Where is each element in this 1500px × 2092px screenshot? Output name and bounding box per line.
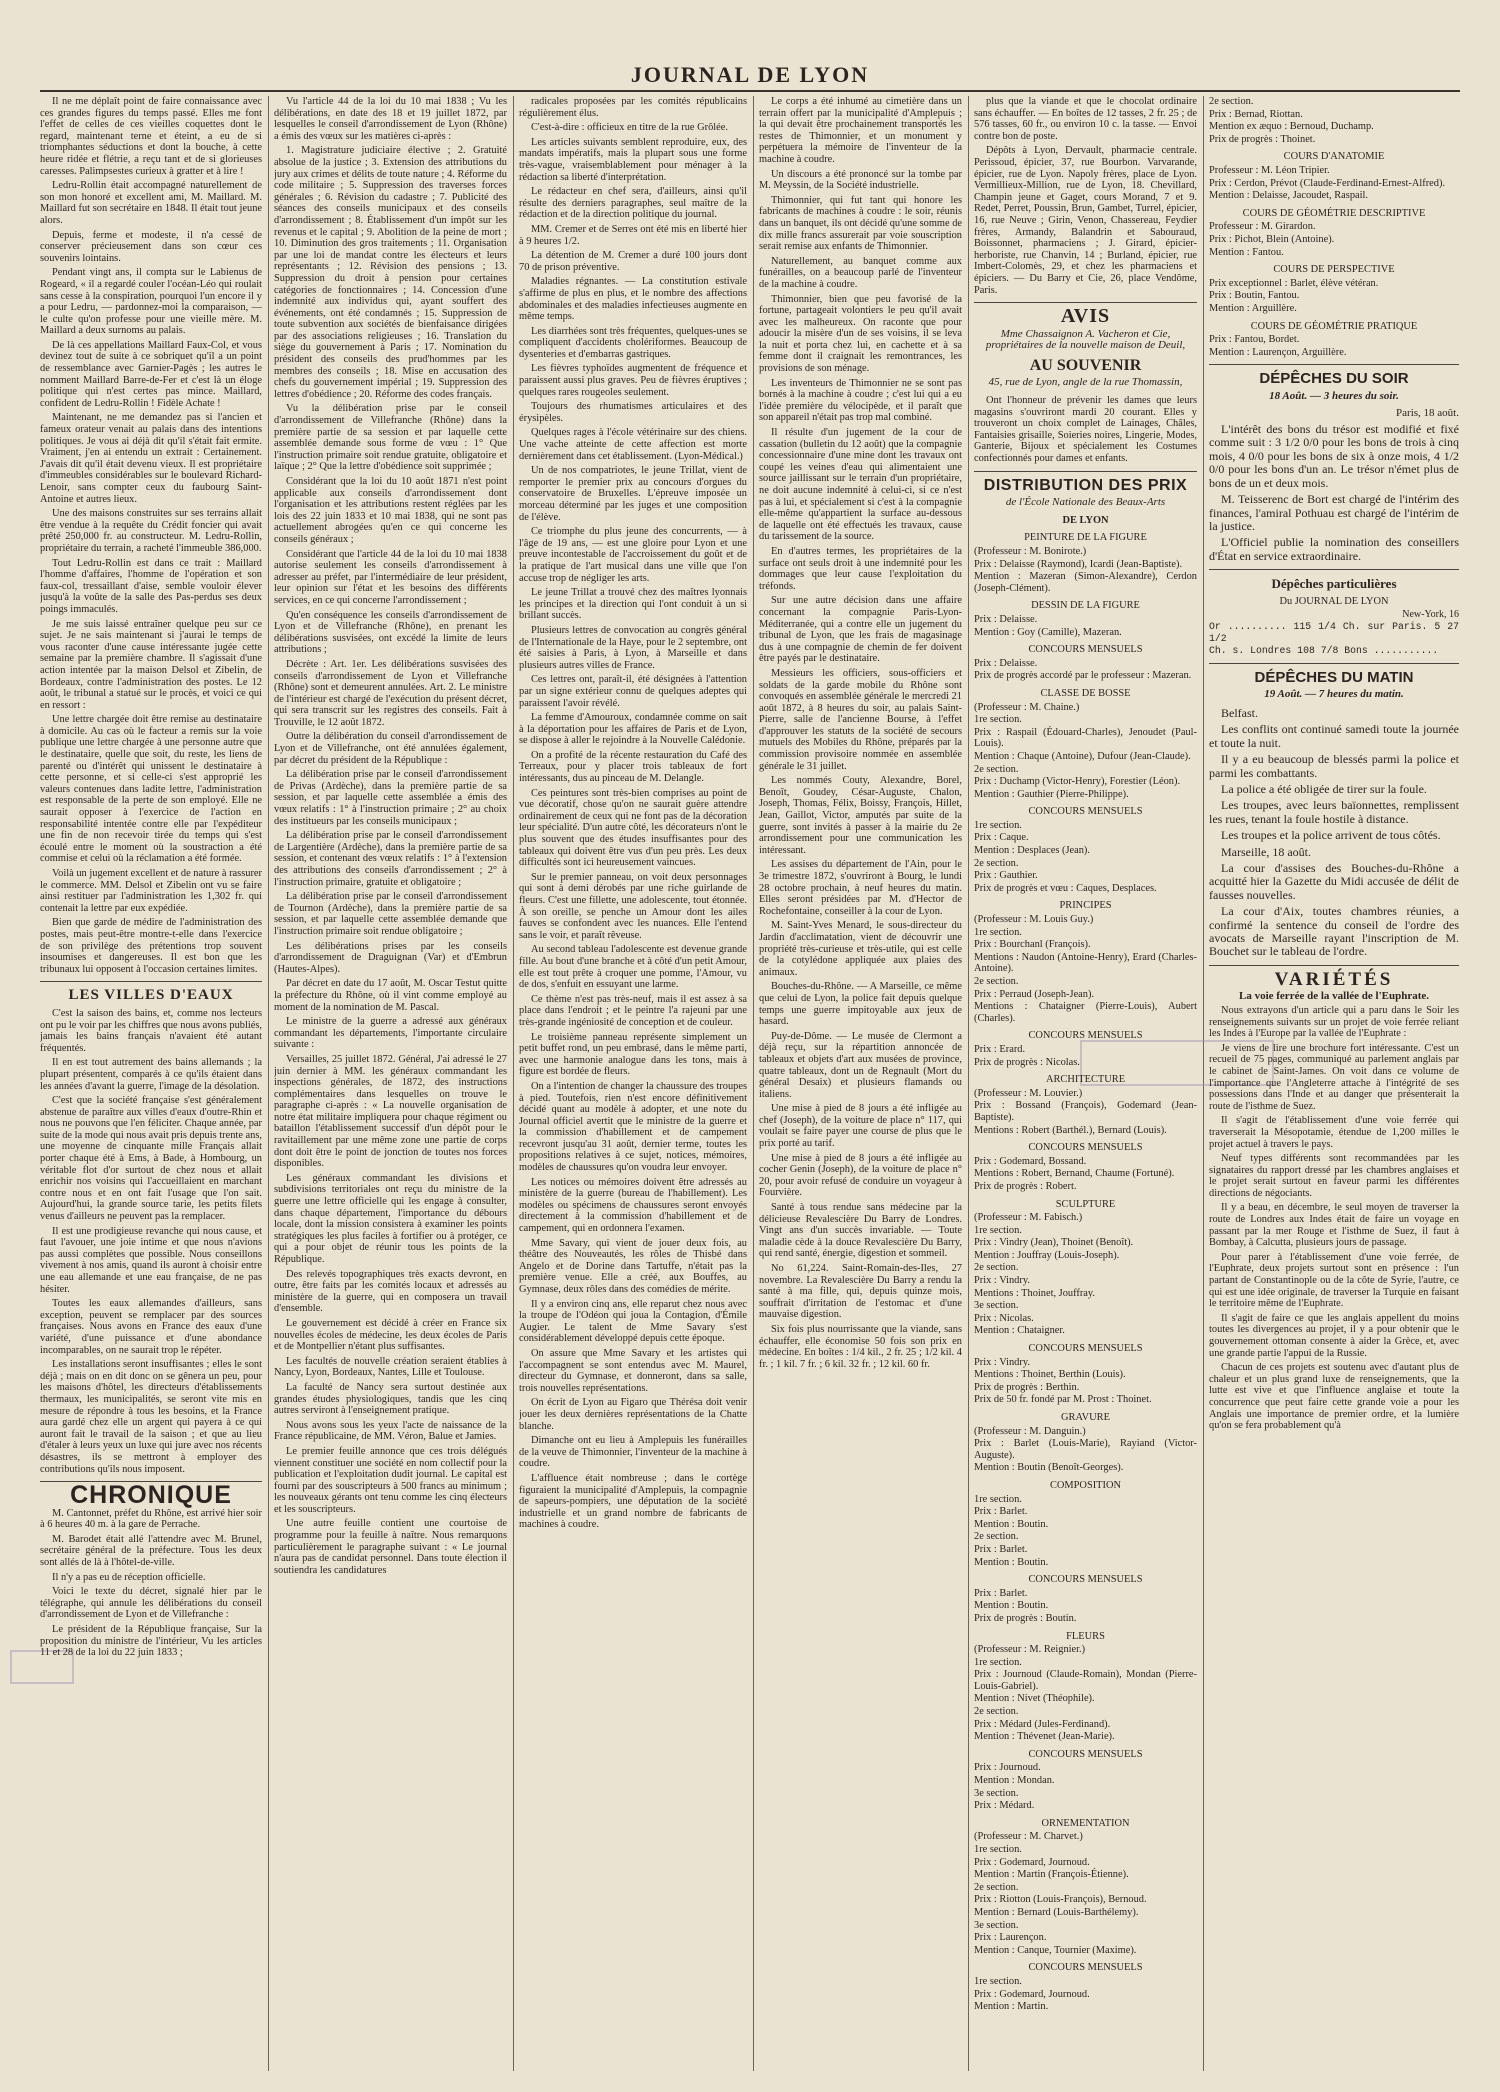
chronique-title: CHRONIQUE xyxy=(70,1481,232,1510)
paragraph: Maintenant, ne me demandez pas si l'ancien et fameux orateur venait au palais dans des intentions politiques. Je vous ai déjà dit qu'il s'était fait ermite. Vraiment, j'en ai entendu un extrait : Certainement. J'avais dit qu'il était devenu vieux. Il est propriétaire d'immeubles considérables sur le boulevard Richard-Lenoir, sans compter ceux du faubourg Saint-Antoine et autres lieux. xyxy=(40,412,262,505)
section-rule xyxy=(974,471,1197,472)
paragraph: Outre la délibération du conseil d'arrondissement de Lyon et de Villefranche, ont été annulées également, par décret du président de la République : xyxy=(274,731,507,766)
paragraph: Les installations seront insuffisantes ; elles le sont déjà ; mais on en dit donc on se gênera un peu, pour les maisons d'hôtel, les directeurs d'établissements thermaux, les municipalités, se seront vite mis en mesure de répondre à tous les besoins, et la France aura gardé chez elle un argent qui payera à ce qui auront fait le travail de la saison ; et que au lieu d'étaler à leurs yeux un luxe qui jure avec nos récents désastres, ils se mettront à employer des contributions qu'ils nous imposent. xyxy=(40,1359,262,1475)
paragraph: Naturellement, au banquet comme aux funérailles, on a beaucoup parlé de l'inventeur de la machine à coudre. xyxy=(759,255,962,290)
column-separator xyxy=(268,96,269,2071)
paragraph: Le premier feuille annonce que ces trois délégués viennent constituer une société en nom collectif pour la publication et l'exploitation dudit journal. Le capital est fourni par des souscripteurs à 500 francs au minimum ; les nouveaux gérants ont tenu comme les cinq électeurs et les souscripteurs. xyxy=(274,1445,507,1515)
prize-line: Mention : Gauthier (Pierre-Philippe). xyxy=(974,788,1129,800)
paragraph: Puy-de-Dôme. — Le musée de Clermont a déjà reçu, sur la répartition annoncée de tableaux et objets d'art aux musées de province, quatre tableaux, dont un de Regnault (Mort du général Desaix) et plusieurs flamands ou italiens. xyxy=(759,1030,962,1100)
prize-line: Prix : Bourchanl (François). xyxy=(974,939,1091,951)
prize-line: Mentions : Thoinet, Jouffray. xyxy=(974,1287,1096,1299)
prize-section-heading: ORNEMENTATION xyxy=(1041,1817,1130,1829)
prize-line: Mention : Desplaces (Jean). xyxy=(974,845,1090,857)
distribution-title: DISTRIBUTION DES PRIX xyxy=(983,476,1188,494)
paragraph: La délibération prise par le conseil d'arrondissement de Privas (Ardèche), dans la première partie de sa session, et par laquelle cette assemblée a émis des vœux relatifs : 1° à l'instruction primaire ; 2° au choix des institueurs par les conseils municipaux ; xyxy=(274,769,507,827)
advert-revalesciere xyxy=(974,96,1197,296)
paragraph: La détention de M. Cremer a duré 100 jours dont 70 de prison préventive. xyxy=(519,250,747,273)
paragraph: Qu'en conséquence les conseils d'arrondissement de Lyon et de Villefranche (Rhône), en prenant les délibérations susvisées, ont excédé la limite de leurs attributions ; xyxy=(274,609,507,656)
prize-line: Mentions : Robert, Bernand, Chaume (Fortuné). xyxy=(974,1168,1175,1180)
paragraph: Une autre feuille contient une courtoise de programme pour la feuille à naître. Nous remarquons particulièrement le paragraphe suivant : « Le journal n'aura pas de candidat personnel. Dans toute élection il soutiendra les candidatures xyxy=(274,1518,507,1576)
paragraph: Pendant vingt ans, il compta sur le Labienus de Rogeard, « il a regardé couler l'océan-Léo qui roulait sans cesse à la conspiration, pourquoi l'un encore il y a pour Ledru, — pardonnez-moi la comparaison, — le culte qu'on professe pour une vieille mère. M. Maillard a deux surnoms au palais. xyxy=(40,267,262,337)
prize-line: Prix : Duchamp (Victor-Henry), Forestier (Léon). xyxy=(974,776,1181,788)
prize-line: 1re section. xyxy=(974,1493,1022,1505)
prize-line: Prix de progrès : Robert. xyxy=(974,1180,1077,1192)
paragraph: Les notices ou mémoires doivent être adressés au ministère de la guerre (bureau de l'habillement). Les modèles ou spécimens de chaussures seront envoyés directement à la commission d'habillement et de campement, qui en ordonnera l'examen. xyxy=(519,1176,747,1235)
prize-line: Mention : Boutin. xyxy=(974,1600,1049,1612)
paragraph: Considérant que la loi du 10 août 1871 n'est point applicable aux conseils d'arrondissement dont l'organisation et les attributions restent réglées par les lois des 22 juin 1833 et 10 mai 1838, qui ne sont pas actuellement abrogées qu'en ce qui concerne les conseils généraux ; xyxy=(274,476,507,545)
prize-list-courses xyxy=(1209,151,1459,358)
section-rule xyxy=(1209,569,1459,570)
prize-section-heading: GRAVURE xyxy=(1061,1412,1110,1423)
section-rule xyxy=(1209,364,1459,365)
prize-line: Prix de 50 fr. fondé par M. Prost : Thoinet. xyxy=(974,1394,1152,1406)
paragraph: Vu l'article 44 de la loi du 10 mai 1838 ; Vu les délibérations, en date des 18 et 19 juillet 1872, par lesquelles le conseil d'arrondissement de Lyon (Rhône) a émis des vœux sur les matières ci-après : xyxy=(274,96,507,142)
souvenir-title: AU SOUVENIR xyxy=(1029,356,1142,374)
paragraph: On écrit de Lyon au Figaro que Thérésa doit venir jouer les deux dernières représentations de la Chatte blanche. xyxy=(519,1397,747,1432)
prize-line: Prix : Caque. xyxy=(974,832,1029,844)
prize-line: Prix : Vindry (Jean), Thoinet (Benoît). xyxy=(974,1237,1134,1249)
prize-line: (Professeur : M. Charvet.) xyxy=(974,1831,1083,1843)
paragraph: L'affluence était nombreuse ; dans le cortège figuraient la municipalité d'Amplepuis, la compagnie de sapeurs-pompiers, une députation de la société industrielle et un grand nombre de fabricants de machines à coudre. xyxy=(519,1472,747,1531)
prize-line: Prix : Delaisse. xyxy=(974,613,1038,625)
prize-line: Mention : Martin (François-Étienne). xyxy=(974,1869,1129,1881)
distribution-city: DE LYON xyxy=(1062,514,1109,526)
prize-line: 1re section. xyxy=(974,714,1022,726)
paragraph: Les généraux commandant les divisions et subdivisions territoriales ont reçu du ministre de la guerre une lettre officielle qui les engage à consulter, dans chaque département, l'importance du débours locale, dont la mission consistera à examiner les points stratégiques les plus faciles à fortifier ou à protéger, ce qui a pour objet de réunir tous les points de la République. xyxy=(274,1172,507,1265)
depeches-matin-title: DÉPÊCHES DU MATIN xyxy=(1254,668,1414,686)
paragraph: Les nommés Couty, Alexandre, Borel, Benoît, Goudey, César-Auguste, Chalon, Joseph, Thomas, Félix, Boissy, François, Hillet, Jean, Gaillot, Victor, amputés par suite de la guerre, sont invités à passer à la mairie du 2e arrondissement pour une communication les intéressant. xyxy=(759,775,962,856)
paragraph: C'est la saison des bains, et, comme nos lecteurs ont pu le voir par les chiffres que nous avons publiés, jamais les bains français n'avaient été autant fréquentés. xyxy=(40,1007,262,1054)
paragraph: Ce thème n'est pas très-neuf, mais il est assez à sa place dans l'endroit ; et le peintre l'a rajeuni par une très-grande ingéniosité de conception et de couleur. xyxy=(519,993,747,1028)
paragraph: Santé à tous rendue sans médecine par la délicieuse Revalescière Du Barry de Londres. Vingt ans d'un succès invariable. — Toute maladie cède à la douce Revalescière Du Barry, qui rend santé, énergie, digestion et sommeil. xyxy=(759,1202,962,1260)
paragraph: 1. Magistrature judiciaire élective ; 2. Gratuité absolue de la justice ; 3. Extension des attributions du jury aux crimes et délits de toute nature ; 4. Réforme du code militaire ; 5. Suppression des traverses forces générales ; 6. Révision du cadastre ; 7. Publicité des séances des conseils municipaux et des conseils d'arrondissement ; 8. Établissement d'un impôt sur les revenus et le capital ; 9. Abolition de la peine de mort ; 10. Diminution des gros traitements ; 11. Organisation par une loi de mandat contre les électeurs et leurs représentants ; 12. Révision des pensions ; 13. Suppression du droit à pension pour certaines catégories de fonctionnaires ; 14. Concession d'une indemnité aux individus qui, ayant souffert des événements, ont été condamnés ; 15. Suppression de toute subvention aux sociétés de bienfaisance dirigées par des associations religieuses ; 16. Translation du siège du gouvernement à Paris ; 17. Nomination du président des conseils des prud'hommes par les membres des conseils ; 18. Mise en accusation des chefs du gouvernement impérial ; 19. Suppression des lettres d'obédience ; 20. Réforme des codes français. xyxy=(274,145,507,400)
paragraph: C'est que la société française s'est généralement abstenue de paraître aux villes d'eaux d'outre-Rhin et nous ne pouvons que l'en féliciter. Chaque année, par suite de la mode qui nous avait pris depuis trente ans, une moyenne de cinquante mille Français allait porter chaque été à Ems, à Bade, à Hombourg, un véritable flot d'or surtout de chez nous et allait enrichir nos voisins qui l'accueillaient en marchant contre nous et en ont fait l'usage que l'on sait. Aujourd'hui, la grande source tarie, les petits filets venus d'ailleurs ne peuvent pas la remplacer. xyxy=(40,1095,262,1223)
prize-section-heading: COURS DE GÉOMÉTRIE PRATIQUE xyxy=(1250,320,1418,332)
paragraph: Thimonnier, qui fut tant qui honore les fabricants de machines à coudre : le soir, réunis dans un banquet, ils ont décidé qu'une somme de dix mille francs assurerait par voie souscription serait remise aux enfants de Thimonnier. xyxy=(759,194,962,253)
prize-line: Prix : Pichot, Blein (Antoine). xyxy=(1209,233,1335,245)
paragraph: Mme Savary, qui vient de jouer deux fois, au théâtre des Nouveautés, les rôles de Thisbé dans Angelo et de Dorine dans Tartuffe, n'était pas la première venue. Elle a créé, aux Bouffes, au Gymnase, deux rôles dans des comédies de mérite. xyxy=(519,1237,747,1295)
paragraph: Les conflits ont continué samedi toute la journée et toute la nuit. xyxy=(1209,722,1459,750)
villes-title: LES VILLES D'EAUX xyxy=(68,987,234,1004)
paragraph: Vu la délibération prise par le conseil d'arrondissement de Villefranche (Rhône) dans la première partie de sa session et par laquelle cette assemblée demande sous forme de vœu : 1° Que l'instruction primaire soit rendue gratuite, obligatoire et laïque ; 2° Que la lettre d'obédience soit supprimée ; xyxy=(274,403,507,473)
prize-line: Prix de progrès : Berthin. xyxy=(974,1381,1080,1393)
prize-line: Prix : Godemard, Journoud. xyxy=(974,1988,1090,2000)
prize-line: Mention : Chataigner. xyxy=(974,1325,1065,1337)
prize-line: 1re section. xyxy=(974,1975,1022,1987)
avis-text: Mme Chassaignon A. Vacheron et Cie, propriétaires de la nouvelle maison de Deuil, xyxy=(985,327,1186,352)
prize-line: Prix : Erard. xyxy=(974,1043,1026,1055)
varietes-subtitle: La voie ferrée de la vallée de l'Euphrate. xyxy=(1238,990,1429,1003)
paragraph: M. Teisserenc de Bort est chargé de l'intérim des finances, l'amiral Pothuau est chargé de l'intérim de la justice. xyxy=(1209,492,1459,533)
paragraph: Un de nos compatriotes, le jeune Trillat, vient de remporter le premier prix au concours d'orgues du conservatoire de Bruxelles. L'épreuve imposée un morceau déterminé par les juges et une composition de l'élève. xyxy=(519,465,747,523)
prize-section-heading: CONCOURS MENSUELS xyxy=(1028,1748,1143,1760)
text-line: 2e section. xyxy=(1209,96,1254,107)
paragraph: La cour d'Aix, toutes chambres réunies, a confirmé la sentence du conseil de l'ordre des avocats de Marseille rayant l'inscription de M. Bouchet sur le tableau de l'ordre. xyxy=(1209,904,1459,959)
prize-line: Mention : Delaisse, Jacoudet, Raspail. xyxy=(1209,190,1369,202)
prize-line: Mention : Boutin. xyxy=(974,1518,1049,1530)
paragraph: Le corps a été inhumé au cimetière dans un terrain offert par la municipalité d'Amplepuis ; la qui devait être prochainement transportés les restes de Thimonnier, et un monument y perpétuera la mémoire de l'inventeur de la machine à coudre. xyxy=(759,96,962,165)
prize-line: 3e section. xyxy=(974,1919,1019,1931)
paragraph: L'intérêt des bons du trésor est modifié et fixé comme suit : 3 1/2 0/0 pour les bons de trois à cinq mois, 4 0/0 pour les bons de six à onze mois, 4 1/2 0/0 pour les bons d'un an. Le trésor n'émet plus de bons de un et deux mois. xyxy=(1209,422,1459,490)
avis-body: Ont l'honneur de prévenir les dames que leurs magasins s'ouvriront mardi 20 courant. Elles y trouveront un choix complet de Lainages, Châles, Fantaisies grisaille, Soieries noires, Lingerie, Modes, Ganterie, Bijoux et spécialement les Costumes confectionnés pour dames et enfants. xyxy=(974,395,1197,465)
paragraph: Les assises du département de l'Ain, pour le 3e trimestre 1872, s'ouvriront à Bourg, le lundi 28 octobre prochain, à neuf heures du matin. Elles seront présidées par M. d'Hector de Rochefontaine, conseiller à la cour de Lyon. xyxy=(759,859,962,917)
prize-line: Prix exceptionnel : Barlet, élève vétéran. xyxy=(1209,277,1379,289)
distribution-subtitle: de l'École Nationale des Beaux-Arts xyxy=(1005,496,1166,509)
paragraph: Toutes les eaux allemandes d'ailleurs, sans exception, peuvent se remplacer par des sources françaises. Nous avons en France des eaux d'une variété, d'une puissance et d'une abondance incomparables, on ne saurait trop le répéter. xyxy=(40,1298,262,1356)
paragraph: Au second tableau l'adolescente est devenue grande fille. Au bout d'une branche et à côté d'un petit Amour, elle est tout prête à croquer une pomme, l'Amour, vu de dos, s'enfuit en essuyant une larme. xyxy=(519,944,747,991)
paragraph: Un discours a été prononcé sur la tombe par M. Meyssin, de la Société industrielle. xyxy=(759,168,962,192)
paragraph: M. Cantonnet, préfet du Rhône, est arrivé hier soir à 6 heures 40 m. à la gare de Perrache. xyxy=(40,1507,262,1531)
prize-line: Prix : Godemard, Journoud. xyxy=(974,1856,1090,1868)
paragraph: Nous extrayons d'un article qui a paru dans le Soir les renseignements suivants sur un projet de voie ferrée reliant les Indes à l'Europe par la vallée de l'Euphrate : xyxy=(1209,1004,1459,1040)
column-separator xyxy=(753,96,754,2071)
paragraph: La faculté de Nancy sera surtout destinée aux grandes études physiologiques, tandis que les cinq autres serviront à l'enseignement pratique. xyxy=(274,1381,507,1417)
chronique-article xyxy=(40,1508,262,1659)
prize-line: 1re section. xyxy=(974,1656,1022,1668)
paragraph: Nous avons sous les yeux l'acte de naissance de la France républicaine, de MM. Véron, Balue et Jamies. xyxy=(274,1419,507,1443)
paragraph: Thimonnier, bien que peu favorisé de la fortune, partageait volontiers le peu qu'il avait avec les malheureux. On raconte que pour adoucir la misère d'un de ses voisins, il se leva la nuit et porta chez lui, en cachette et à sa femme dont il craignait les remontrances, les provisions de son ménage. xyxy=(759,293,962,375)
text-line: Mention ex æquo : Bernoud, Duchamp. xyxy=(1209,121,1374,133)
prize-line: Prix : Barlet. xyxy=(974,1543,1028,1555)
prize-line: Prix : Laurençon. xyxy=(974,1932,1047,1944)
prize-section-heading: DESSIN DE LA FIGURE xyxy=(1031,600,1140,612)
prize-section-heading: CONCOURS MENSUELS xyxy=(1028,806,1143,818)
paragraph: Pour parer à l'établissement d'une voie ferrée, de l'Euphrate, deux projets surtout sont en présence : l'un partant de Constantinople ou de la côte de Syrie, l'autre, ce qui est une idée originale, de traverser la Turquie en faisant le territoire même de l'Euphrate. xyxy=(1209,1251,1459,1310)
prize-line: (Professeur : M. Fabisch.) xyxy=(974,1212,1083,1224)
exchange-rates xyxy=(1209,621,1459,657)
prize-line: Mention : Goy (Camille), Mazeran. xyxy=(974,626,1122,638)
paragraph: Le président de la République française, Sur la proposition du ministre de l'intérieur, Vu les articles 11 et 28 de la loi du 22 juin 1833 ; xyxy=(40,1624,262,1659)
prize-line: (Professeur : M. Louvier.) xyxy=(974,1087,1083,1099)
paragraph: Il s'agit de faire ce que les anglais appellent du moins toutes les divergences au projet, il y a pour obtenir que le gouvernement ottoman consente à aider la Grèce, et, avec une grande partie l'appui de la Russie. xyxy=(1209,1312,1459,1359)
paragraph: La cour d'assises des Bouches-du-Rhône a acquitté hier la Gazette du Midi accusée de délit de fausses nouvelles. xyxy=(1209,860,1459,902)
prize-section-heading: CONCOURS MENSUELS xyxy=(1028,644,1143,656)
paragraph: Les troupes, avec leurs baïonnettes, remplissent les rues, tenant la foule hostile à distance. xyxy=(1209,798,1459,826)
paragraph: Le jeune Trillat a trouvé chez des maîtres lyonnais les principes et la direction qui l'ont conduit à un si brillant succès. xyxy=(519,587,747,622)
paragraph: Il y a beau, en décembre, le seul moyen de traverser la route de Londres aux Indes était de faire un voyage en passant par la mer Rouge et l'isthme de Suez, il faut à Bombay, à Calcutta, plusieurs jours de passage. xyxy=(1209,1202,1459,1249)
paragraph: MM. Cremer et de Serres ont été mis en liberté hier à 9 heures 1/2. xyxy=(519,223,747,247)
paragraph: Le ministre de la guerre a adressé aux généraux commandant les départements, l'importante circulaire suivante : xyxy=(274,1016,507,1051)
prize-line: Prix : Médard. xyxy=(974,1800,1035,1812)
col1-article xyxy=(40,96,262,975)
paragraph: Le troisième panneau représente simplement un petit buffet rond, un peu embrasé, dans le même parti, avec une harmonie analogue dans les tons, mais à figure est bordée de fleurs. xyxy=(519,1031,747,1078)
prize-line: Mention : Arguillère. xyxy=(1209,302,1297,314)
villes-article xyxy=(40,1008,262,1475)
paragraph: Versailles, 25 juillet 1872. Général, J'ai adressé le 27 juin dernier à MM. les généraux commandant les inspections générales, de 1872, des instructions complémentaires dans lesquelles on trouve le paragraphe ci-après : « La nouvelle organisation de notre état militaire impliquera pour chaque régiment ou bataillon l'établissement successif d'un dépôt pour le ravitaillement par une même zone une partie de corps dont doit être le point de jonction de toutes nos forces disponibles. xyxy=(274,1053,507,1170)
paragraph: Sur le premier panneau, on voit deux personnages qui sont à demi dérobés par une riche guirlande de fleurs. C'est une fillette, une adolescente, tout étonnée. À son oreille, se penche un Amour dont les ailes fauves se confondent avec les nuances. Elle l'entend sans le voir, et paraît rêveuse. xyxy=(519,871,747,941)
prize-line: (Professeur : M. Louis Guy.) xyxy=(974,914,1094,926)
paragraph: Une mise à pied de 8 jours a été infligée au chef (Joseph), de la voiture de place n° 117, qui voulait se faire payer une course de plus que le prix porté au tarif. xyxy=(759,1103,962,1150)
prize-line: Prix de progrès : Boutin. xyxy=(974,1612,1077,1624)
prize-line: Prix : Vindry. xyxy=(974,1356,1030,1368)
prize-line: Mention : Boutin (Benoît-Georges). xyxy=(974,1462,1124,1474)
paragraph: Il s'agit de l'établissement d'une voie ferrée qui traverserait la Mésopotamie, étendue de 1,200 milles le projet actuel à travers le pays. xyxy=(1209,1115,1459,1150)
paragraph: La femme d'Amouroux, condamnée comme on sait à la déportation pour les affaires de Paris et de Lyon, se dispose à aller le rejoindre à la Nouvelle Calédonie. xyxy=(519,712,747,747)
prize-line: Prix : Vindry. xyxy=(974,1275,1030,1287)
prize-section-heading: FLEURS xyxy=(1066,1630,1105,1642)
varietes-title: VARIÉTÉS xyxy=(1274,968,1394,990)
prize-section-heading: CONCOURS MENSUELS xyxy=(1028,1962,1143,1974)
prize-section-heading: COURS DE PERSPECTIVE xyxy=(1273,264,1395,276)
paragraph: Voilà un jugement excellent et de nature à rassurer le commerce. MM. Delsol et Zibelin ont vu se faire ainsi restituer par l'administration les 1,302 fr. qui contenait la lettre par eux expédiée. xyxy=(40,868,262,914)
prize-line: 3e section. xyxy=(974,1300,1019,1312)
prize-line: 1re section. xyxy=(974,1224,1022,1236)
paragraph: Plusieurs lettres de convocation au congrès général de l'Internationale de la Haye, pour le 2 septembre, ont été saisies à Paris, à Lyon, à Marseille et dans plusieurs autres villes de France. xyxy=(519,624,747,671)
prize-section-heading: SCULPTURE xyxy=(1055,1198,1116,1210)
paragraph: Ces peintures sont très-bien comprises au point de vue décoratif, chose qu'on ne saurait guère attendre ordinairement de ceux qui ne font pas de la décoration leur spécialité. D'un autre côté, les décorateurs n'ont le plus souvent que des études insuffisantes pour des tableaux qui doivent être vus d'un peu près. Les deux difficultés sont ici heureusement vaincues. xyxy=(519,787,747,869)
prize-list xyxy=(974,532,1197,2012)
prize-line: Prix : Journoud. xyxy=(974,1762,1041,1774)
paragraph: La police a été obligée de tirer sur la foule. xyxy=(1221,781,1427,796)
prize-line: Prix de progrès accordé par le professeur : Mazeran. xyxy=(974,670,1192,682)
depeches-soir-place: Paris, 18 août. xyxy=(1396,407,1459,420)
paragraph: Les inventeurs de Thimonnier ne se sont pas bornés à la machine à coudre ; c'est lui qui a eu l'idée première du vélocipède, et il paraît que son appareil n'était pas trop mal combiné. xyxy=(759,377,962,424)
paragraph: Il en est tout autrement des bains allemands ; la plupart présentent, comparés à ce qu'ils étaient dans les années d'avant la guerre, l'image de la désolation. xyxy=(40,1057,262,1092)
prize-section-heading: CONCOURS MENSUELS xyxy=(1028,1030,1143,1042)
prize-line: Mentions : Naudon (Antoine-Henry), Erard (Charles-Antoine). xyxy=(974,951,1197,975)
column-5 xyxy=(974,96,1197,2066)
prize-section-heading: CLASSE DE BOSSE xyxy=(1040,687,1131,699)
paragraph: Ces lettres ont, paraît-il, été désignées à l'attention par un signe extérieur connu de quelques adeptes qui paraissent l'avoir révélé. xyxy=(519,674,747,709)
column-separator xyxy=(968,96,969,2071)
prize-section-heading: CONCOURS MENSUELS xyxy=(1028,1343,1143,1355)
prize-section-heading: ARCHITECTURE xyxy=(1045,1074,1126,1086)
paragraph: Depuis, ferme et modeste, il n'a cessé de conserver précieusement dans son cœur ces souvenirs lointains. xyxy=(40,229,262,264)
paragraph: Décrète : Art. 1er. Les délibérations susvisées des conseils d'arrondissement de Lyon et Villefranche (Rhône) sont et demeurent annulées. Art. 2. Le ministre de l'intérieur est chargé de l'exécution du présent décret, qui sera transcrit sur les registres des conseils. Fait à Trouville, le 12 août 1872. xyxy=(274,658,507,728)
paragraph: Je viens de lire une brochure fort intéressante. C'est un recueil de 75 pages, communiqué au parlement anglais par le cabinet de Saint-James. On voit dans ce volume de l'importance que l'Angleterre attache à l'intégrité de ses possessions dans l'Inde et au danger que présenterait la route de l'isthme de Suez. xyxy=(1209,1042,1459,1112)
prize-line: Prix : Bossand (François), Godemard (Jean-Baptiste). xyxy=(974,1100,1197,1123)
varietes-article xyxy=(1209,1005,1459,1432)
paragraph: Chacun de ces projets est soutenu avec d'autant plus de chaleur et un plus grand luxe de renseignements, que la lutte est vive et que l'influence anglaise et toute la concurrence que peut faire cette grande voie a pour les Anglais une importance de premier ordre, et la lumière qu'on se fera probablement qu'à xyxy=(1209,1362,1459,1432)
depeches-matin-date: 19 Août. — 7 heures du matin. xyxy=(1264,688,1404,701)
paragraph: Dimanche ont eu lieu à Amplepuis les funérailles de la veuve de Thimonnier, l'inventeur de la machine à coudre. xyxy=(519,1435,747,1470)
prize-section-heading: CONCOURS MENSUELS xyxy=(1028,1574,1143,1586)
prize-line: Prix de progrès : Nicolas. xyxy=(974,1056,1080,1068)
prize-line: Prix : Nicolas. xyxy=(974,1312,1034,1324)
prize-line: Mention : Bernard (Louis-Barthélemy). xyxy=(974,1906,1139,1918)
prize-line: Mention : Thévenet (Jean-Marie). xyxy=(974,1731,1115,1743)
paragraph: Une lettre chargée doit être remise au destinataire à domicile. Au cas où le facteur a remis sur la voie publique une lettre chargée à une personne autre que le destinataire, quelle que soit, du reste, les liens de parenté ou d'intérêt qui unissent le destinataire à cette personne, et si celle-ci s'est approprié les valeurs contenues dans ladite lettre, l'administration est responsable de la perte de son employé. Elle ne saurait opposer à l'exercice de l'action en responsabilité intentée contre elle par l'expéditeur une fin de non recevoir tirée du temps qui s'est écoulé entre le moment où la soustraction a été commise et celui où la réclamation a été formée. xyxy=(40,714,262,865)
prize-line: Mention : Boutin. xyxy=(974,1556,1049,1568)
paragraph: Il y a environ cinq ans, elle reparut chez nous avec la troupe de l'Odéon qui joua la Contagion, d'Émile Augier. Le talent de Mme Savary s'est considérablement développé depuis cette époque. xyxy=(519,1298,747,1345)
col2-article xyxy=(274,96,507,1576)
depeches-particulieres-subtitle: Du JOURNAL DE LYON xyxy=(1279,595,1389,607)
prize-line: Mentions : Robert (Barthél.), Bernard (Louis). xyxy=(974,1124,1167,1136)
paragraph: On assure que Mme Savary et les artistes qui l'accompagnent se sont entendus avec M. Maurel, directeur du Gymnase, et donneront, dans sa salle, trois nouvelles représentations. xyxy=(519,1347,747,1394)
prize-line: Mention : Mondan. xyxy=(974,1775,1055,1787)
prize-line: 2e section. xyxy=(974,1531,1019,1543)
paragraph: On a l'intention de changer la chaussure des troupes à pied. Toutefois, rien n'est encore définitivement décidé quant au modèle à adopter, et une note du Journal officiel avertit que le ministre de la guerre et la commission d'habillement et de campement recevront jusqu'au 31 août, dernier terme, toutes les propositions relatives à ce sujet, notices, mémoires, modèles de chaussures qu'on voudra leur envoyer. xyxy=(519,1080,747,1174)
paragraph: Marseille, 18 août. xyxy=(1221,844,1311,859)
prize-line: Prix : Médard (Jules-Ferdinand). xyxy=(974,1718,1111,1730)
paragraph: Les fièvres typhoïdes augmentent de fréquence et paraissent aussi plus graves. Peu de fièvres éruptives ; quelques rares rougeoles seulement. xyxy=(519,363,747,398)
prize-line: 2e section. xyxy=(974,1881,1019,1893)
prize-line: Prix : Gauthier. xyxy=(974,870,1038,882)
paragraph: Par décret en date du 17 août, M. Oscar Testut quitte la préfecture du Rhône, où il vint comme employé au moment de la nomination de M. Pascal. xyxy=(274,978,507,1013)
paragraph: Le rédacteur en chef sera, d'ailleurs, ainsi qu'il résulte des derniers paragraphes, seul maître de la rédaction et de la direction politique du journal. xyxy=(519,186,747,221)
text-line: Prix de progrès : Thoinet. xyxy=(1209,133,1316,145)
prize-line: 1re section. xyxy=(974,1844,1022,1855)
paragraph: Le gouvernement est décidé à créer en France six nouvelles écoles de médecine, les deux écoles de Paris et de Montpellier n'étant plus suffisantes. xyxy=(274,1317,507,1353)
prize-line: Prix : Barlet. xyxy=(974,1587,1028,1599)
masthead: JOURNAL DE LYON xyxy=(630,62,870,87)
column-1 xyxy=(40,96,262,2066)
paragraph: Ce triomphe du plus jeune des concurrents, — à l'âge de 19 ans, — est une gloire pour Lyon et une preuve incontestable de l'accroissement du goût et de la pratique de l'art musical dans une ville que l'on accuse trop de négliger les arts. xyxy=(519,526,747,584)
paragraph: plus que la viande et que le chocolat ordinaire sans échauffer. — En boîtes de 12 tasses, 2 fr. 25 ; de 576 tasses, 60 fr., ou environ 10 c. la tasse. — Envoi contre bon de poste. xyxy=(974,96,1197,142)
depeches-matin-body xyxy=(1209,707,1459,959)
prize-line: Prix : Delaisse. xyxy=(974,657,1038,669)
paragraph: La délibération prise par le conseil d'arrondissement de Largentière (Ardèche), dans la première partie de sa session, et contenant des vœux relatifs : 1° à l'extension des attributions des conseils d'arrondissement ; 2° à l'instruction primaire, gratuite et obligatoire ; xyxy=(274,830,507,888)
paragraph: Ledru-Rollin était accompagné naturellement de son mon honoré et excellent ami, M. Maillard. M. Maillard fut son secrétaire en 1848. Il était tout jeune alors. xyxy=(40,180,262,226)
column-separator xyxy=(513,96,514,2071)
paragraph: Six fois plus nourrissante que la viande, sans échauffer, elle économise 50 fois son prix en médecine. En boîtes : 1/4 kil., 2 fr. 25 ; 1/2 kil. 4 fr. ; 1 kil. 7 fr. ; 6 kil. 32 fr. ; 12 kil. 60 fr. xyxy=(759,1323,962,1370)
paragraph: Belfast. xyxy=(1221,705,1258,720)
prize-line: Mention : Nivet (Théophile). xyxy=(974,1693,1095,1705)
prize-line: Prix : Perraud (Joseph-Jean). xyxy=(974,988,1095,1000)
prize-section-heading: PRINCIPES xyxy=(1059,900,1112,912)
prize-line: Prix de progrès et vœu : Caques, Desplaces. xyxy=(974,882,1157,894)
paragraph: Je me suis laissé entraîner quelque peu sur ce sujet. Je ne sais maintenant si j'aurai le temps de vous raconter d'une cause intéressante jugée cette semaine par la première chambre. Il s'agissait d'une action intentée par la maison Delsol et Zibelin, de Bordeaux, contre l'administration des postes. Le 12 août, le tribunal a statué sur le procès, et voici ce qui en ressort : xyxy=(40,618,262,711)
prize-line: Prix : Journoud (Claude-Romain), Mondan (Pierre-Louis-Gabriel). xyxy=(974,1669,1197,1692)
souvenir-address: 45, rue de Lyon, angle de la rue Thomassin, xyxy=(988,376,1183,389)
paragraph: Considérant que l'article 44 de la loi du 10 mai 1838 autorise seulement les conseils d'arrondissement à adresser au préfet, par l'intermédiaire de leur président, leur opinion sur l'état et les besoins des différents services, en ce qui concerne l'arrondissement ; xyxy=(274,548,507,606)
text-line: Ch. s. Londres 108 7/8 Bons ........... xyxy=(1209,645,1439,657)
paragraph: Il résulte d'un jugement de la cour de cassation (bulletin du 12 août) que la compagnie concessionnaire d'une mine dont les travaux ont coupé les veines d'eau qui alimentaient une source jaillissant sur le terrain d'un propriétaire, ne doit aucune indemnité à celui-ci, si ce n'est pas à lui, et spécialement si c'est à la compagnie elle-même qu'appartient la surface au-dessous de laquelle ont été effectués les travaux, cause du tarissement de la source. xyxy=(759,427,962,543)
prize-line: 1re section. xyxy=(974,926,1022,938)
paragraph: Les diarrhées sont très fréquentes, quelques-unes se compliquent d'accidents cholériformes. Beaucoup de dysenteries et d'embarras gastriques. xyxy=(519,325,747,360)
prize-line: Mention : Canque, Tournier (Maxime). xyxy=(974,1944,1137,1956)
prize-line: Prix : Fantou, Bordet. xyxy=(1209,334,1300,346)
prize-line: Prix : Godemard, Bossand. xyxy=(974,1155,1087,1167)
prize-line: 2e section. xyxy=(974,763,1019,775)
paragraph: Voici le texte du décret, signalé hier par le télégraphe, qui annule les délibérations du conseil d'arrondissement de Lyon et de Villefranche : xyxy=(40,1586,262,1621)
prize-line: Prix : Riotton (Louis-François), Bernoud. xyxy=(974,1894,1147,1906)
section-rule xyxy=(1209,663,1459,664)
prize-line: 3e section. xyxy=(974,1787,1019,1799)
masthead-rule xyxy=(40,90,1460,92)
depeches-soir-title: DÉPÊCHES DU SOIR xyxy=(1259,370,1409,388)
prize-line: Mention : Martin. xyxy=(974,2001,1049,2013)
paragraph: Tout Ledru-Rollin est dans ce trait : Maillard l'homme d'affaires, l'homme de l'opération et son faux-col, tressaillant d'aise, semble vouloir élever jusqu'à la voûte de la salle des Pas-perdus ses deux poings immaculés. xyxy=(40,557,262,615)
col4-article xyxy=(759,96,962,1370)
paragraph: Quelques rages à l'école vétérinaire sur des chiens. Une vache atteinte de cette affection est morte dernièrement dans cet établissement. (Lyon-Médical.) xyxy=(519,427,747,462)
paragraph: Bien que garde de médire de l'administration des postes, mais peut-être montre-t-elle dans l'exercice de son privilège des prétentions trop souvent insoumises et dangereuses. Il est bon que les tribunaux lui opposent à l'occasion certaines limites. xyxy=(40,917,262,975)
prize-line: Prix : Barlet. xyxy=(974,1506,1028,1518)
prize-line: Mention : Fantou. xyxy=(1209,246,1284,258)
paragraph: Sur une autre décision dans une affaire concernant la compagnie Paris-Lyon-Méditerranée, qui a contre elle un jugement du tribunal de Lyon, que les frais de magasinage dus à une compagnie de chemin de fer doivent être payés par le destinataire. xyxy=(759,595,962,665)
depeches-particulieres-title: Dépêches particulières xyxy=(1271,576,1397,592)
prize-line: (Professeur : M. Chaine.) xyxy=(974,701,1080,713)
avis-title: AVIS xyxy=(1060,305,1111,328)
paragraph: Dépôts à Lyon, Dervault, pharmacie centrale. Perissoud, épicier, 37, rue Bourbon. Varvarande, épicier, rue de Lyon. Napoly frères, place de Lyon. Vermillieux-Million, rue de Lyon, 18. Chevillard, Champin jeune et Gaget, cours Morand, 7 et 9. Redet, Perret, Poussin, Brun, Gambet, Turrel, épicier, 16, rue Neuve ; Girin, Venon, Chassereau, Feydier frères, Armandy, Balandrin et Sabouraud, Boissonnet, pharmaciens ; J. Girard, épicier-herboriste, rue Chanvin, 14 ; Burland, épicier, rue Imbert-Colomès, 29, et chez les pharmaciens et épiciers. — Du Barry et Cie, 26, place Vendôme, Paris. xyxy=(974,145,1197,296)
paragraph: M. Saint-Yves Menard, le sous-directeur du Jardin d'acclimatation, vient de découvrir une propriété très-curieuse et très-utile, qui est celle de la cotylédone appliquée aux plaies des animaux. xyxy=(759,920,962,978)
section-rule xyxy=(974,302,1197,303)
prize-line: (Professeur : M. Reignier.) xyxy=(974,1644,1086,1656)
paragraph: Bouches-du-Rhône. — A Marseille, ce même que celui de Lyon, la police fait depuis quelque temps une guerre impitoyable aux jeux de hasard. xyxy=(759,981,962,1028)
paragraph: Il ne me déplaît point de faire connaissance avec ces grandes figures du temps passé. Elles me font l'effet de celles de ces vieilles coquettes dont le regard, maintenant terne et éteint, a eu de si triomphantes séductions et dont la bouche, à cette heure ridée et flétrie, a reçu tant et de si glorieuses caresses. Palimpsestes curieux à gratter et à lire ! xyxy=(40,96,262,177)
prize-line: Prix : Cerdon, Prévot (Claude-Ferdinand-Ernest-Alfred). xyxy=(1209,177,1446,189)
rates-header: New-York, 16 xyxy=(1402,609,1459,621)
paragraph: radicales proposées par les comités républicains régulièrement élus. xyxy=(519,96,747,119)
prize-line: 2e section. xyxy=(974,976,1019,987)
section-rule xyxy=(40,981,262,982)
prize-list-continued xyxy=(1209,96,1459,145)
prize-line: (Professeur : M. Danguin.) xyxy=(974,1425,1086,1437)
column-6 xyxy=(1209,96,1459,2066)
prize-section-heading: PEINTURE DE LA FIGURE xyxy=(1024,532,1147,544)
paragraph: Une des maisons construites sur ses terrains allait être vendue à la requête du Crédit foncier qui avait prêté 250,000 fr. au constructeur. M. Ledru-Rollin, propriétaire du terrain, a racheté l'immeuble 386,000. xyxy=(40,508,262,554)
prize-line: Prix : Barlet (Louis-Marie), Rayiand (Victor-Auguste). xyxy=(974,1438,1197,1461)
paragraph: Toujours des rhumatismes articulaires et des érysipèles. xyxy=(519,401,747,424)
paragraph: On a profité de la récente restauration du Café des Terreaux, pour y placer trois tableaux de fort intéressants, dus au pinceau de M. Delangle. xyxy=(519,749,747,785)
prize-line: Mentions : Chataigner (Pierre-Louis), Aubert (Charles). xyxy=(974,1001,1197,1024)
paragraph: Il y a eu beaucoup de blessés parmi la police et parmi les combattants. xyxy=(1209,752,1459,780)
prize-line: 1re section. xyxy=(974,819,1022,831)
paragraph: Messieurs les officiers, sous-officiers et soldats de la garde mobile du Rhône sont convoqués en assemblée générale le mercredi 21 août 1872, à 8 heures du soir, au palais Saint-Pierre, salle de l'ancienne Bourse, à l'effet d'approuver les statuts de la société de secours mutuels des Mobiles du Rhône, préparés par la commission provisoire nommée en assemblée générale le 31 juillet. xyxy=(759,667,962,772)
col3-article xyxy=(519,96,747,1531)
prize-section-heading: COURS D'ANATOMIE xyxy=(1283,151,1385,163)
column-4 xyxy=(759,96,962,2066)
prize-line: Mention : Laurençon, Arguillère. xyxy=(1209,346,1347,358)
prize-line: 2e section. xyxy=(974,1706,1019,1718)
paragraph: Neuf types différents sont recommandées par les signataires du rapport dressé par les chambres anglaises et le projet serait surtout en faveur parmi les différentes directions de négociants. xyxy=(1209,1153,1459,1199)
paragraph: Une mise à pied de 8 jours a été infligée au cocher Genin (Joseph), de la voiture de place n° 20, pour avoir refusé de conduire un voyageur à Fourvière. xyxy=(759,1152,962,1199)
paragraph: Maladies régnantes. — La constitution estivale s'affirme de plus en plus, et le nombre des affections abdominales et des maladies infectieuses augmente en même temps. xyxy=(519,276,747,323)
prize-line: (Professeur : M. Bonirote.) xyxy=(974,546,1087,557)
prize-section-heading: COMPOSITION xyxy=(1049,1479,1121,1491)
column-2 xyxy=(274,96,507,2066)
paragraph: Des relevés topographiques très exacts devront, en outre, être faits par les comités locaux et adressés au ministère de la guerre, qui en composera un travail d'ensemble. xyxy=(274,1268,507,1315)
section-rule xyxy=(1209,965,1459,966)
prize-line: Professeur : M. Girardon. xyxy=(1209,221,1316,233)
paragraph: Il est une prodigieuse revanche qui nous cause, et faut l'avouer, une joie intime et que nous n'avions pas aussi complètes que possible. Nous conseillons vivement à nos amis, quand ils auront à choisir entre une eau allemande et une eau française, de ne pas hésiter. xyxy=(40,1225,262,1295)
prize-line: Professeur : M. Léon Tripier. xyxy=(1209,164,1330,176)
paragraph: La délibération prise par le conseil d'arrondissement de Tournon (Ardèche), dans la première partie de sa session, et par laquelle cette assemblée demande que l'instruction primaire soit rendue obligatoire ; xyxy=(274,891,507,937)
prize-section-heading: CONCOURS MENSUELS xyxy=(1028,1142,1143,1154)
paragraph: Il n'y a pas eu de réception officielle. xyxy=(52,1571,206,1583)
paragraph: No 61,224. Saint-Romain-des-Iles, 27 novembre. La Revalescière Du Barry a rendu la santé à ma fille, qui, depuis quinze mois, souffrait d'irritation de l'estomac et d'une mauvaise digestion. xyxy=(759,1263,962,1321)
prize-line: Mentions : Thoinet, Berthin (Louis). xyxy=(974,1369,1126,1381)
prize-line: Prix : Raspail (Édouard-Charles), Jenoudet (Paul-Louis). xyxy=(974,726,1197,750)
paragraph: Les articles suivants semblent reproduire, eux, des mandats impératifs, mais la plupart sous une forme très-vague, vraisemblablement pour ménager à la rédaction sa liberté d'interprétation. xyxy=(519,136,747,183)
paragraph: M. Barodet était allé l'attendre avec M. Brunel, secrétaire général de la préfecture. Tous les deux sont allés de là à l'hôtel-de-ville. xyxy=(40,1533,262,1569)
depeches-soir-body xyxy=(1209,423,1459,563)
prize-line: Prix : Boutin, Fantou. xyxy=(1209,290,1300,302)
prize-section-heading: COURS DE GÉOMÉTRIE DESCRIPTIVE xyxy=(1242,207,1426,219)
paragraph: De là ces appellations Maillard Faux-Col, et vous devinez tout de suite à ce sobriquet qu'il a un point de ressemblance avec Garnier-Pagès ; les autres le nomment Maillard Barre-de-Fer et c'est là un éloge politique qui n'est certes pas mince. Maillard, confident de Ledru-Rollin ! Fidèle Achate ! xyxy=(40,339,262,409)
prize-line: Mention : Chaque (Antoine), Dufour (Jean-Claude). xyxy=(974,750,1191,762)
paragraph: C'est-à-dire : officieux en titre de la rue Grôlée. xyxy=(531,122,728,134)
text-line: Prix : Bernad, Riottan. xyxy=(1209,108,1303,120)
prize-line: Mention : Mazeran (Simon-Alexandre), Cerdon (Joseph-Clément). xyxy=(974,571,1197,594)
prize-line: 2e section. xyxy=(974,1262,1019,1274)
prize-line: Prix : Delaisse (Raymond), Icardi (Jean-Baptiste). xyxy=(974,558,1183,570)
column-3 xyxy=(519,96,747,2066)
paragraph: Les facultés de nouvelle création seraient établies à Nancy, Lyon, Bordeaux, Nantes, Lille et Toulouse. xyxy=(274,1355,507,1379)
paragraph: L'Officiel publie la nomination des conseillers d'État en service extraordinaire. xyxy=(1209,535,1459,563)
depeches-soir-date: 18 Août. — 3 heures du soir. xyxy=(1269,389,1399,402)
prize-line: Mention : Jouffray (Louis-Joseph). xyxy=(974,1249,1120,1261)
paragraph: En d'autres termes, les propriétaires de la surface ont seuls droit à une indemnité pour les dommages que leur cause l'exploitation du tréfonds. xyxy=(759,545,962,592)
paragraph: Les délibérations prises par les conseils d'arrondissement de Draguignan (Var) et d'Embrun (Hautes-Alpes). xyxy=(274,940,507,975)
paragraph: Les troupes et la police arrivent de tous côtés. xyxy=(1221,828,1441,843)
text-line: Or .......... 115 1/4 Ch. sur Paris. 5 27 1/2 xyxy=(1209,620,1459,644)
prize-line: 2e section. xyxy=(974,857,1019,869)
